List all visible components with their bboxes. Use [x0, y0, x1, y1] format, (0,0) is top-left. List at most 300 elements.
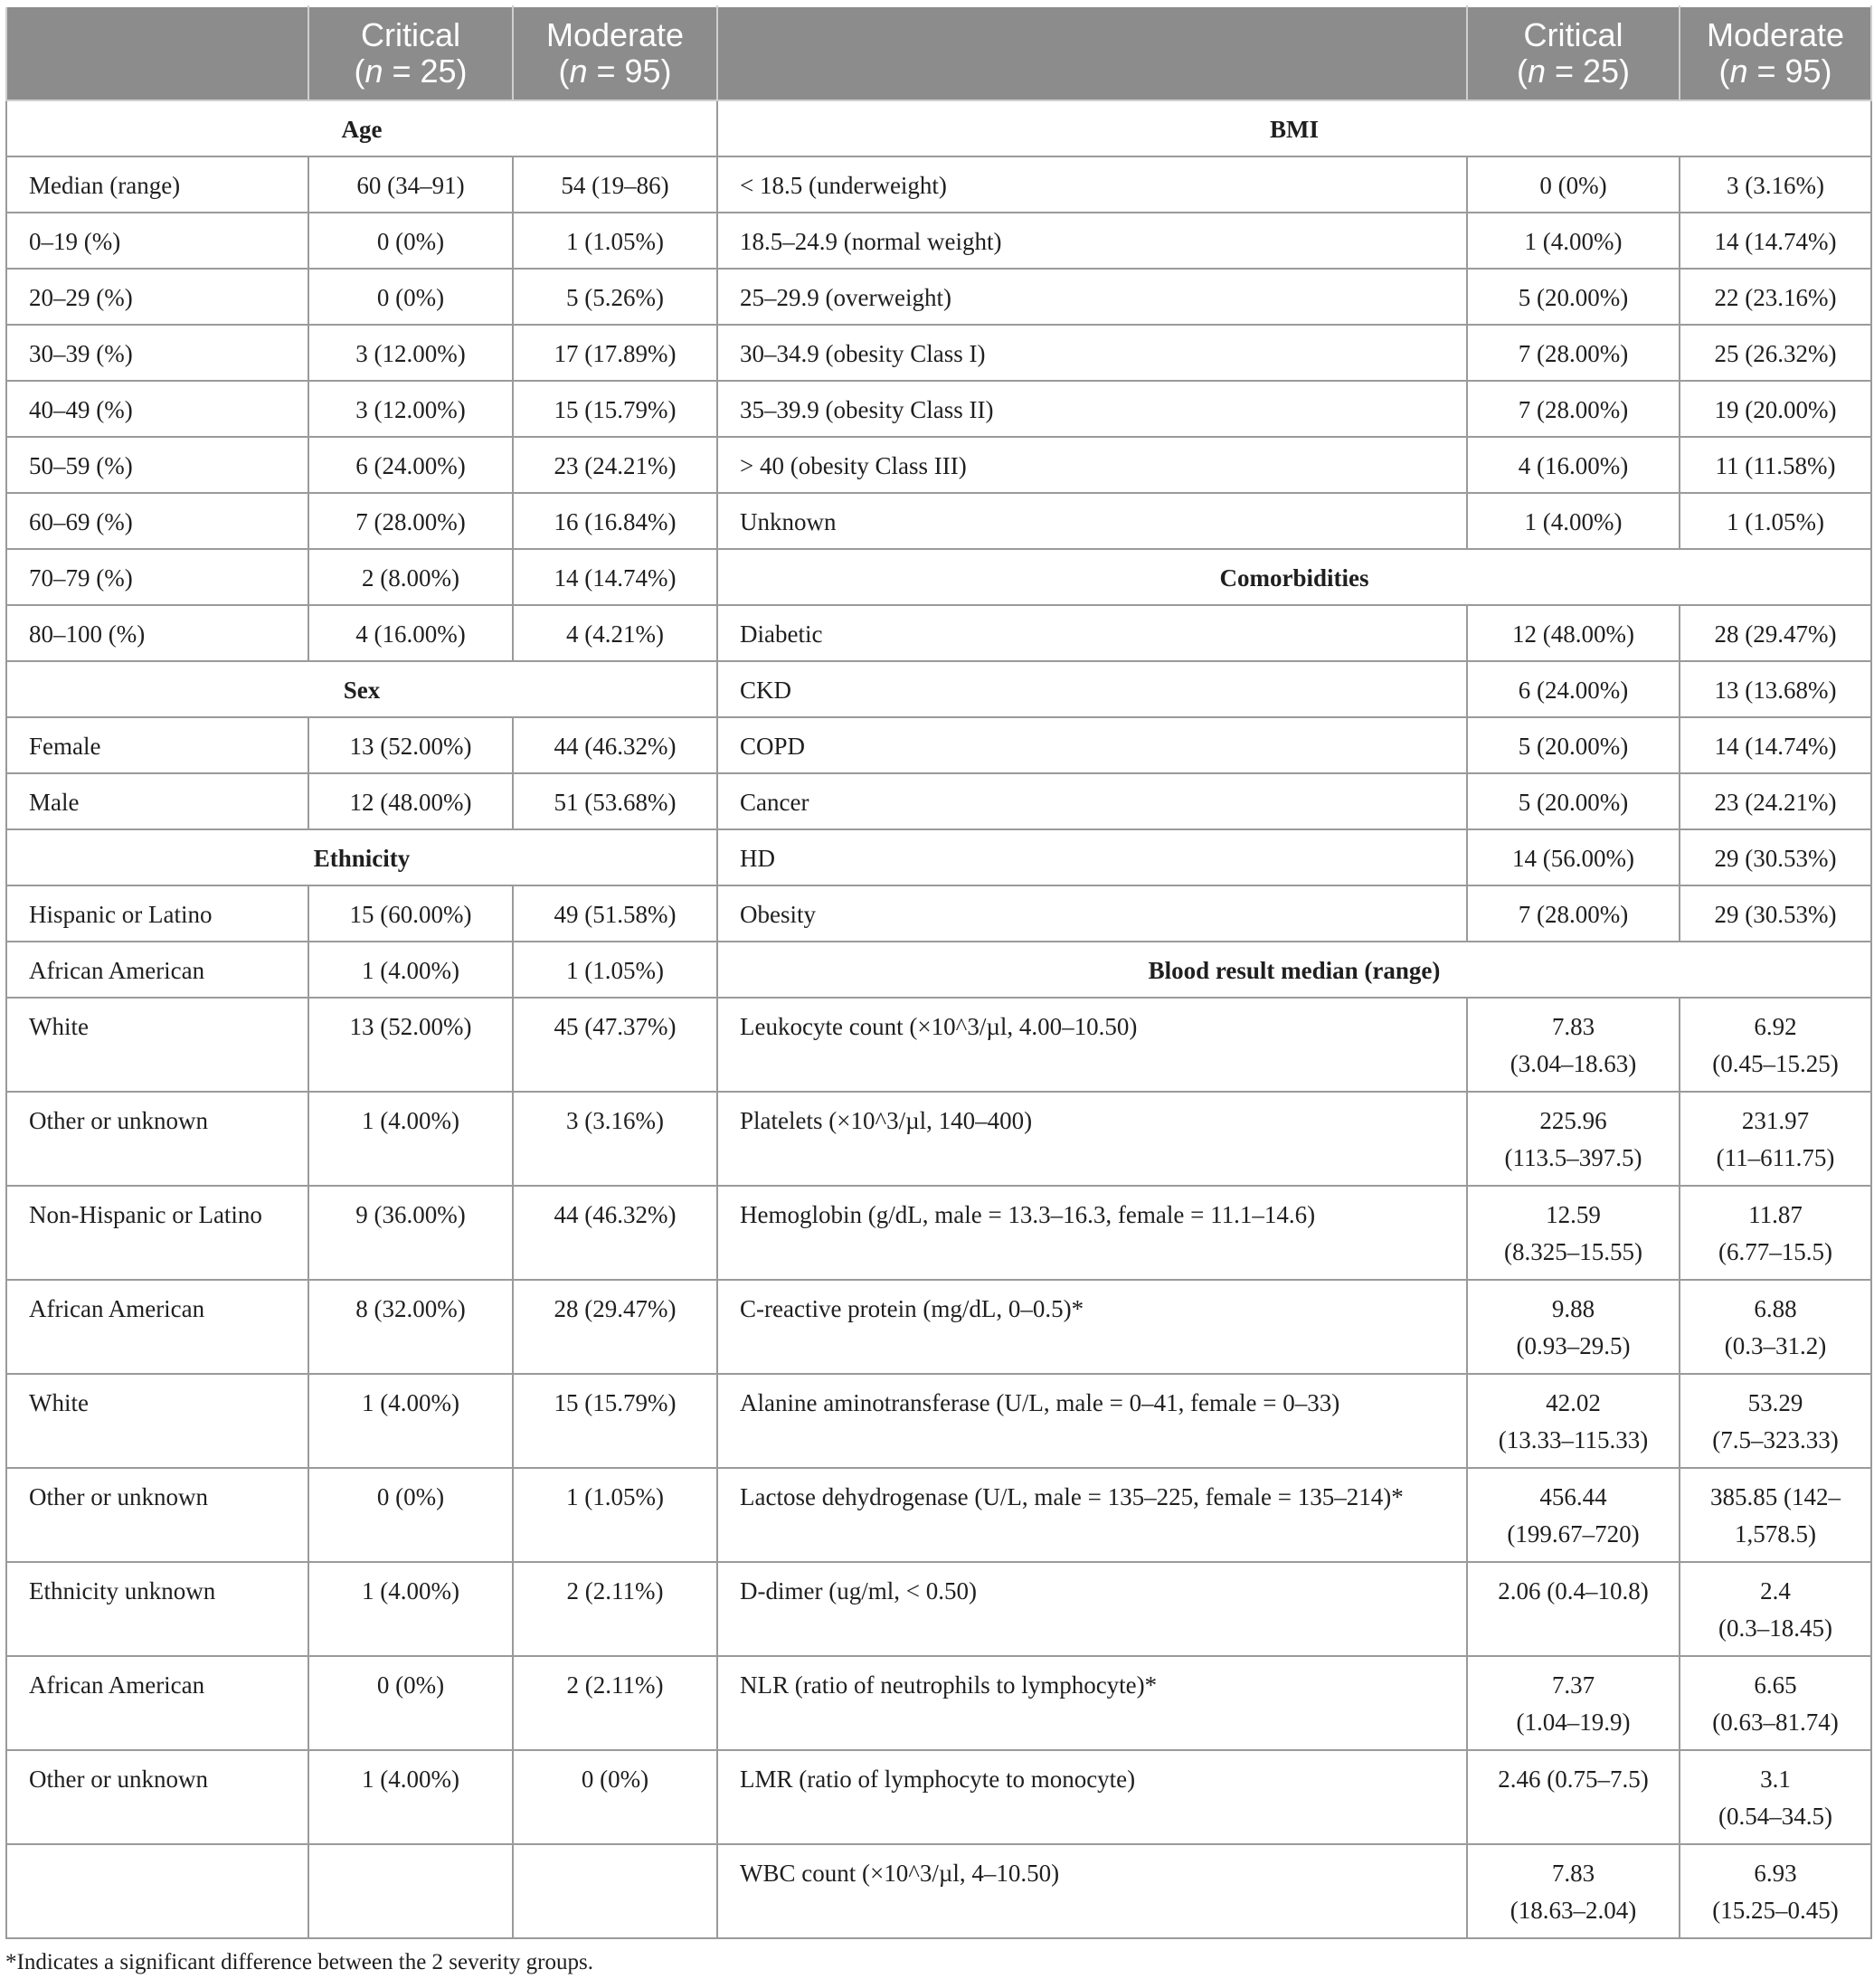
cell-text: 80–100 (%)	[29, 620, 146, 648]
cell-text: Median (range)	[29, 172, 181, 199]
row-label	[6, 998, 308, 1092]
critical-value	[308, 381, 513, 437]
cell-text: 29 (30.53%)	[1714, 901, 1837, 928]
moderate-value	[513, 1468, 717, 1562]
moderate-range: (6.77–15.5)	[1718, 1238, 1832, 1265]
row-label	[717, 437, 1467, 493]
cell-text: Other or unknown	[29, 1766, 208, 1793]
moderate-value	[1680, 885, 1871, 942]
moderate-value	[1680, 661, 1871, 717]
moderate-range: (0.54–34.5)	[1718, 1803, 1832, 1830]
critical-value	[1467, 1280, 1680, 1374]
critical-median: 2.06 (0.4–10.8)	[1498, 1577, 1649, 1605]
row-label	[717, 1092, 1467, 1186]
empty-cell	[513, 1844, 717, 1938]
cell-text: NLR (ratio of neutrophils to lymphocyte)*	[740, 1671, 1158, 1699]
cell-text: 4 (4.21%)	[566, 620, 664, 648]
critical-value	[308, 1750, 513, 1844]
table-row	[6, 156, 1871, 213]
cell-text: Male	[29, 789, 80, 816]
critical-value	[1467, 493, 1680, 549]
moderate-median: 6.93	[1754, 1860, 1797, 1887]
cell-text: 1 (4.00%)	[362, 1389, 459, 1416]
cell-text: 0 (0%)	[581, 1766, 649, 1793]
header-moderate-right: Moderate (n = 95)	[1680, 6, 1871, 100]
row-label	[717, 885, 1467, 942]
critical-value	[1467, 156, 1680, 213]
row-label	[717, 1280, 1467, 1374]
cell-text: Other or unknown	[29, 1483, 208, 1510]
demographics-table	[5, 5, 1872, 1939]
cell-text: 18.5–24.9 (normal weight)	[740, 228, 1002, 255]
row-label	[6, 213, 308, 269]
table-row	[6, 942, 1871, 998]
cell-text: 2 (2.11%)	[566, 1577, 664, 1605]
cell-text: 1 (1.05%)	[1727, 508, 1824, 535]
table-row	[6, 1468, 1871, 1562]
row-label	[717, 773, 1467, 829]
critical-value	[308, 156, 513, 213]
moderate-value	[1680, 717, 1871, 773]
cell-text: 15 (15.79%)	[554, 1389, 677, 1416]
table-row	[6, 829, 1871, 885]
table-row	[6, 1374, 1871, 1468]
row-label	[6, 437, 308, 493]
cell-text: 25–29.9 (overweight)	[740, 284, 951, 311]
row-label	[6, 1562, 308, 1656]
cell-text: 2 (8.00%)	[362, 564, 459, 592]
section-heading	[6, 829, 717, 885]
cell-text: Ethnicity	[313, 845, 411, 872]
cell-text: 7 (28.00%)	[1518, 340, 1629, 367]
critical-value	[308, 1468, 513, 1562]
moderate-value	[513, 1562, 717, 1656]
cell-text: 60 (34–91)	[356, 172, 465, 199]
critical-value	[308, 549, 513, 605]
table-row	[6, 549, 1871, 605]
critical-value	[308, 1562, 513, 1656]
row-label	[6, 1656, 308, 1750]
header-blank-left	[6, 6, 308, 100]
cell-text: 29 (30.53%)	[1714, 845, 1837, 872]
moderate-value	[513, 1750, 717, 1844]
cell-text: African American	[29, 1671, 205, 1699]
cell-text: Non-Hispanic or Latino	[29, 1201, 262, 1228]
row-label	[6, 493, 308, 549]
critical-range: (199.67–720)	[1507, 1520, 1640, 1548]
cell-text: 7 (28.00%)	[1518, 396, 1629, 423]
table-row	[6, 437, 1871, 493]
critical-range: (3.04–18.63)	[1510, 1050, 1637, 1077]
cell-text: Comorbidities	[1219, 564, 1369, 592]
cell-text: 50–59 (%)	[29, 452, 133, 479]
cell-text: White	[29, 1013, 89, 1040]
moderate-value	[1680, 269, 1871, 325]
table-row	[6, 213, 1871, 269]
cell-text: 15 (15.79%)	[554, 396, 677, 423]
cell-text: 28 (29.47%)	[554, 1295, 677, 1322]
cell-text: HD	[740, 845, 775, 872]
cell-text: Ethnicity unknown	[29, 1577, 216, 1605]
cell-text: 0 (0%)	[376, 228, 445, 255]
cell-text: 0 (0%)	[376, 1671, 445, 1699]
cell-text: 35–39.9 (obesity Class II)	[740, 396, 994, 423]
moderate-value	[513, 549, 717, 605]
cell-text: Diabetic	[740, 620, 823, 648]
table-row	[6, 493, 1871, 549]
header-critical-right: Critical (n = 25)	[1467, 6, 1680, 100]
critical-value	[1467, 605, 1680, 661]
moderate-value	[1680, 1468, 1871, 1562]
cell-text: 22 (23.16%)	[1714, 284, 1837, 311]
moderate-value	[513, 493, 717, 549]
cell-text: COPD	[740, 733, 806, 760]
moderate-value	[1680, 437, 1871, 493]
table-row	[6, 1656, 1871, 1750]
cell-text: 30–34.9 (obesity Class I)	[740, 340, 986, 367]
empty-cell	[6, 1844, 308, 1938]
critical-value	[1467, 1374, 1680, 1468]
cell-text: 49 (51.58%)	[554, 901, 677, 928]
cell-text: Female	[29, 733, 101, 760]
header-blank-right	[717, 6, 1467, 100]
table-row	[6, 269, 1871, 325]
critical-value	[308, 717, 513, 773]
cell-text: Leukocyte count (×10^3/µl, 4.00–10.50)	[740, 1013, 1138, 1040]
moderate-value	[1680, 381, 1871, 437]
row-label	[6, 325, 308, 381]
critical-median: 456.44	[1539, 1483, 1607, 1510]
cell-text: 1 (4.00%)	[1524, 228, 1623, 255]
table-row	[6, 1750, 1871, 1844]
moderate-value	[513, 605, 717, 661]
critical-median: 225.96	[1539, 1107, 1607, 1134]
cell-text: 1 (4.00%)	[362, 957, 459, 984]
cell-text: 14 (14.74%)	[1714, 228, 1837, 255]
critical-value	[1467, 1186, 1680, 1280]
cell-text: LMR (ratio of lymphocyte to monocyte)	[740, 1766, 1136, 1793]
cell-text: Hemoglobin (g/dL, male = 13.3–16.3, female = 11.1–14.6)	[740, 1201, 1316, 1228]
moderate-range: (7.5–323.33)	[1712, 1426, 1839, 1453]
table-footnote: *Indicates a significant difference between the 2 severity groups.	[5, 1950, 593, 1974]
table-row	[6, 1562, 1871, 1656]
cell-text: Blood result median (range)	[1148, 957, 1441, 984]
header-n-critical: (n = 25)	[1516, 52, 1631, 90]
moderate-value	[1680, 1280, 1871, 1374]
moderate-range: (0.3–31.2)	[1724, 1332, 1827, 1359]
moderate-value	[1680, 493, 1871, 549]
row-label	[717, 269, 1467, 325]
cell-text: Age	[341, 116, 383, 143]
cell-text: 3 (12.00%)	[355, 340, 466, 367]
critical-value	[308, 1280, 513, 1374]
cell-text: 30–39 (%)	[29, 340, 133, 367]
cell-text: 28 (29.47%)	[1714, 620, 1837, 648]
cell-text: 40–49 (%)	[29, 396, 133, 423]
cell-text: 14 (56.00%)	[1512, 845, 1634, 872]
cell-text: Sex	[343, 677, 381, 704]
row-label	[6, 549, 308, 605]
header-n-critical: (n = 25)	[354, 52, 468, 90]
row-label	[6, 885, 308, 942]
critical-value	[1467, 213, 1680, 269]
row-label	[6, 1280, 308, 1374]
critical-median: 7.83	[1551, 1013, 1595, 1040]
critical-value	[308, 493, 513, 549]
cell-text: 12 (48.00%)	[1512, 620, 1634, 648]
row-label	[717, 493, 1467, 549]
row-label	[6, 1374, 308, 1468]
moderate-value	[513, 156, 717, 213]
cell-text: 20–29 (%)	[29, 284, 133, 311]
cell-text: 15 (60.00%)	[349, 901, 472, 928]
row-label	[717, 829, 1467, 885]
row-label	[717, 325, 1467, 381]
cell-text: 1 (1.05%)	[566, 957, 664, 984]
critical-value	[308, 437, 513, 493]
row-label	[717, 1656, 1467, 1750]
cell-text: WBC count (×10^3/µl, 4–10.50)	[740, 1860, 1060, 1887]
row-label	[717, 998, 1467, 1092]
critical-value	[308, 1656, 513, 1750]
cell-text: 3 (12.00%)	[355, 396, 466, 423]
cell-text: 6 (24.00%)	[1518, 677, 1629, 704]
critical-range: (1.04–19.9)	[1516, 1709, 1631, 1736]
critical-range: (0.93–29.5)	[1516, 1332, 1631, 1359]
row-label	[717, 717, 1467, 773]
cell-text: 13 (52.00%)	[349, 733, 472, 760]
moderate-value	[513, 1092, 717, 1186]
critical-median: 7.83	[1551, 1860, 1595, 1887]
cell-text: D-dimer (ug/ml, < 0.50)	[740, 1577, 977, 1605]
moderate-value	[1680, 605, 1871, 661]
cell-text: 44 (46.32%)	[554, 1201, 677, 1228]
critical-median: 9.88	[1551, 1295, 1595, 1322]
table-row	[6, 1844, 1871, 1938]
cell-text: 7 (28.00%)	[355, 508, 466, 535]
moderate-value	[513, 213, 717, 269]
moderate-value	[1680, 998, 1871, 1092]
cell-text: 1 (4.00%)	[362, 1577, 459, 1605]
critical-value	[308, 1186, 513, 1280]
critical-median: 12.59	[1546, 1201, 1601, 1228]
moderate-value	[513, 773, 717, 829]
cell-text: 3 (3.16%)	[1727, 172, 1824, 199]
moderate-median: 3.1	[1760, 1766, 1791, 1793]
cell-text: 14 (14.74%)	[554, 564, 677, 592]
critical-value	[1467, 437, 1680, 493]
moderate-value	[513, 1186, 717, 1280]
section-heading	[6, 661, 717, 717]
moderate-value	[1680, 1562, 1871, 1656]
critical-value	[1467, 661, 1680, 717]
cell-text: 60–69 (%)	[29, 508, 133, 535]
cell-text: 9 (36.00%)	[355, 1201, 466, 1228]
row-label	[717, 1374, 1467, 1468]
critical-value	[1467, 381, 1680, 437]
cell-text: 1 (4.00%)	[362, 1766, 459, 1793]
moderate-range: (0.45–15.25)	[1712, 1050, 1839, 1077]
moderate-value	[513, 1656, 717, 1750]
moderate-value	[1680, 1656, 1871, 1750]
critical-median: 7.37	[1551, 1671, 1595, 1699]
moderate-value	[513, 1374, 717, 1468]
cell-text: White	[29, 1389, 89, 1416]
section-heading	[717, 942, 1871, 998]
critical-value	[1467, 1844, 1680, 1938]
cell-text: Lactose dehydrogenase (U/L, male = 135–225, female = 135–214)*	[740, 1483, 1404, 1510]
moderate-value	[513, 885, 717, 942]
table-row	[6, 605, 1871, 661]
cell-text: 54 (19–86)	[561, 172, 669, 199]
table-row	[6, 1280, 1871, 1374]
moderate-value	[513, 717, 717, 773]
cell-text: 0 (0%)	[376, 1483, 445, 1510]
critical-value	[1467, 1750, 1680, 1844]
cell-text: 0–19 (%)	[29, 228, 121, 255]
table-row	[6, 661, 1871, 717]
moderate-value	[1680, 1844, 1871, 1938]
moderate-range: (11–611.75)	[1716, 1144, 1835, 1171]
cell-text: 16 (16.84%)	[554, 508, 677, 535]
moderate-median: 2.4	[1760, 1577, 1791, 1605]
moderate-value	[513, 325, 717, 381]
cell-text: 1 (1.05%)	[566, 1483, 664, 1510]
critical-value	[308, 213, 513, 269]
row-label	[6, 1186, 308, 1280]
critical-value	[1467, 269, 1680, 325]
moderate-value	[1680, 773, 1871, 829]
moderate-value	[1680, 213, 1871, 269]
header-critical-left: Critical (n = 25)	[308, 6, 513, 100]
cell-text: 44 (46.32%)	[554, 733, 677, 760]
cell-text: 13 (13.68%)	[1714, 677, 1837, 704]
critical-median: 2.46 (0.75–7.5)	[1498, 1766, 1649, 1793]
moderate-range: 1,578.5)	[1735, 1520, 1816, 1548]
row-label	[717, 1844, 1467, 1938]
row-label	[6, 1750, 308, 1844]
moderate-value	[513, 381, 717, 437]
cell-text: 70–79 (%)	[29, 564, 133, 592]
critical-value	[1467, 717, 1680, 773]
critical-value	[1467, 829, 1680, 885]
row-label	[717, 661, 1467, 717]
critical-value	[308, 1092, 513, 1186]
moderate-median: 231.97	[1741, 1107, 1810, 1134]
moderate-median: 6.88	[1754, 1295, 1797, 1322]
cell-text: 4 (16.00%)	[355, 620, 466, 648]
row-label	[717, 1562, 1467, 1656]
table-header-row	[6, 6, 1871, 100]
row-label	[717, 381, 1467, 437]
cell-text: C-reactive protein (mg/dL, 0–0.5)*	[740, 1295, 1084, 1322]
moderate-value	[1680, 325, 1871, 381]
moderate-median: 11.87	[1748, 1201, 1803, 1228]
section-heading	[717, 100, 1871, 156]
empty-cell	[308, 1844, 513, 1938]
critical-value	[1467, 1656, 1680, 1750]
section-heading	[6, 100, 717, 156]
table-row	[6, 381, 1871, 437]
cell-text: 5 (5.26%)	[566, 284, 664, 311]
critical-value	[308, 942, 513, 998]
critical-value	[1467, 885, 1680, 942]
cell-text: 11 (11.58%)	[1715, 452, 1836, 479]
cell-text: 5 (20.00%)	[1518, 733, 1629, 760]
cell-text: Obesity	[740, 901, 816, 928]
cell-text: 19 (20.00%)	[1714, 396, 1837, 423]
row-label	[717, 1186, 1467, 1280]
row-label	[6, 942, 308, 998]
section-heading	[717, 549, 1871, 605]
table-row	[6, 717, 1871, 773]
critical-value	[308, 885, 513, 942]
critical-value	[1467, 1092, 1680, 1186]
table-row	[6, 773, 1871, 829]
cell-text: 51 (53.68%)	[554, 789, 677, 816]
table-row	[6, 100, 1871, 156]
moderate-value	[1680, 1750, 1871, 1844]
cell-text: Unknown	[740, 508, 837, 535]
cell-text: Cancer	[740, 789, 809, 816]
critical-range: (18.63–2.04)	[1510, 1897, 1637, 1924]
cell-text: > 40 (obesity Class III)	[740, 452, 967, 479]
cell-text: African American	[29, 1295, 205, 1322]
row-label	[6, 1092, 308, 1186]
cell-text: Hispanic or Latino	[29, 901, 213, 928]
row-label	[6, 156, 308, 213]
moderate-value	[1680, 1092, 1871, 1186]
cell-text: < 18.5 (underweight)	[740, 172, 947, 199]
cell-text: 5 (20.00%)	[1518, 789, 1629, 816]
critical-value	[308, 1374, 513, 1468]
moderate-value	[513, 998, 717, 1092]
row-label	[717, 605, 1467, 661]
cell-text: 8 (32.00%)	[355, 1295, 466, 1322]
row-label	[6, 381, 308, 437]
row-label	[6, 717, 308, 773]
cell-text: 1 (4.00%)	[1524, 508, 1623, 535]
moderate-range: (15.25–0.45)	[1712, 1897, 1839, 1924]
moderate-median: 53.29	[1747, 1389, 1803, 1416]
moderate-value	[1680, 829, 1871, 885]
row-label	[717, 1468, 1467, 1562]
moderate-value	[513, 269, 717, 325]
cell-text: African American	[29, 957, 205, 984]
cell-text: 2 (2.11%)	[566, 1671, 664, 1699]
cell-text: 1 (1.05%)	[566, 228, 664, 255]
cell-text: 25 (26.32%)	[1714, 340, 1837, 367]
header-n-moderate: (n = 95)	[558, 52, 672, 90]
critical-value	[1467, 998, 1680, 1092]
moderate-value	[1680, 1186, 1871, 1280]
critical-value	[308, 998, 513, 1092]
moderate-range: (0.63–81.74)	[1712, 1709, 1839, 1736]
cell-text: 0 (0%)	[1539, 172, 1607, 199]
cell-text: Other or unknown	[29, 1107, 208, 1134]
row-label	[6, 773, 308, 829]
cell-text: 6 (24.00%)	[355, 452, 466, 479]
table-row	[6, 1092, 1871, 1186]
critical-value	[308, 269, 513, 325]
cell-text: Alanine aminotransferase (U/L, male = 0–41, female = 0–33)	[740, 1389, 1340, 1416]
cell-text: Platelets (×10^3/µl, 140–400)	[740, 1107, 1033, 1134]
row-label	[6, 1468, 308, 1562]
cell-text: 45 (47.37%)	[554, 1013, 677, 1040]
cell-text: 13 (52.00%)	[349, 1013, 472, 1040]
cell-text: 4 (16.00%)	[1518, 452, 1629, 479]
cell-text: 17 (17.89%)	[554, 340, 677, 367]
